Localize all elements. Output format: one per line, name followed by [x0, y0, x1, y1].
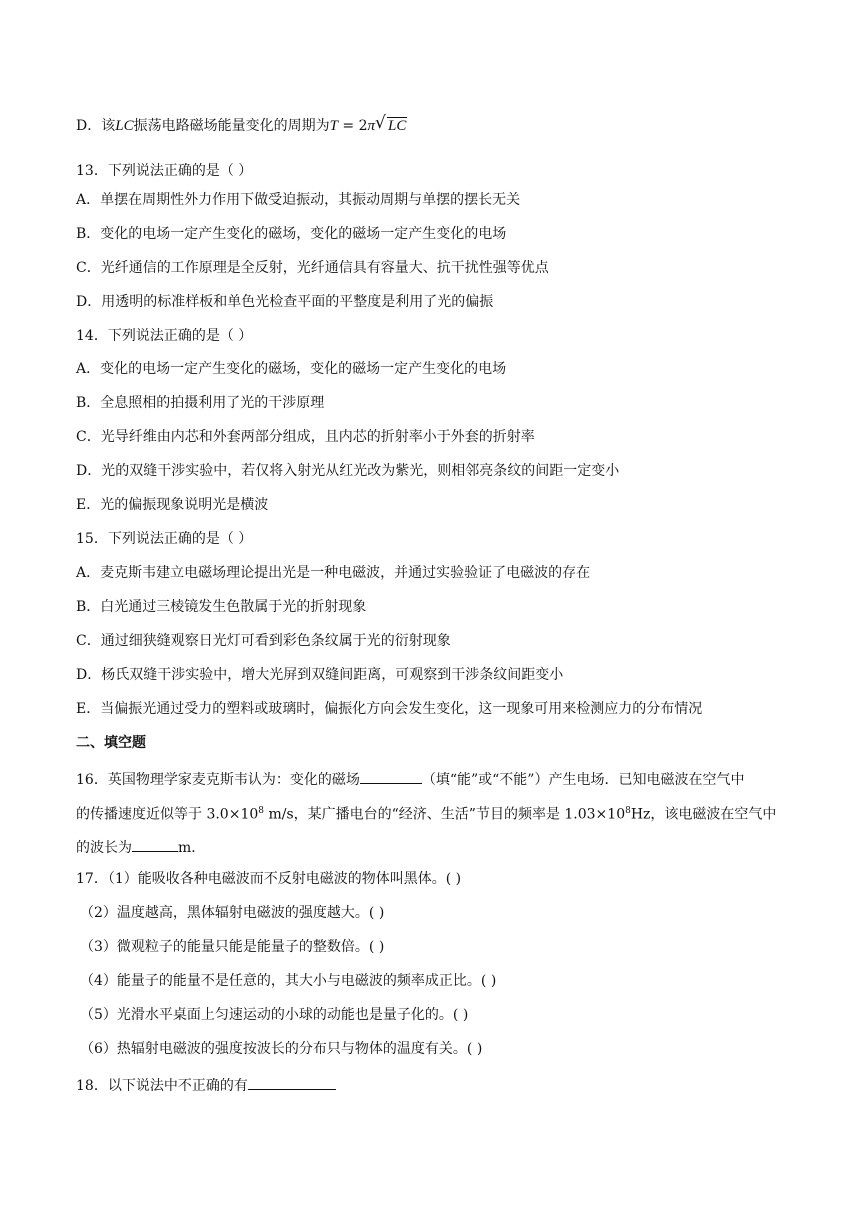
q17-item-3: （3）微观粒子的能量只能是能量子的整数倍。( )	[80, 939, 385, 955]
q13-stem: 13．下列说法正确的是（ ）	[76, 163, 253, 179]
q17-item-4: （4）能量子的能量不是任意的，其大小与电磁波的频率成正比。( )	[80, 973, 497, 989]
q13-option-a: A．单摆在周期性外力作用下做受迫振动，其振动周期与单摆的摆长无关	[76, 192, 521, 208]
q14-option-a: A．变化的电场一定产生变化的磁场，变化的磁场一定产生变化的电场	[76, 361, 507, 377]
formula-t: T	[329, 118, 338, 134]
sqrt-symbol: √ LC	[375, 113, 407, 134]
q15-option-a: A．麦克斯韦建立电磁场理论提出光是一种电磁波，并通过实验验证了电磁波的存在	[76, 565, 591, 581]
q14-option-e: E．光的偏振现象说明光是横波	[76, 497, 269, 513]
q15-option-b: B．白光通过三棱镜发生色散属于光的折射现象	[76, 599, 367, 615]
section-heading-fill-in: 二、填空题	[76, 735, 146, 751]
q13-option-c: C．光纤通信的工作原理是全反射，光纤通信具有容量大、抗干扰性强等优点	[76, 260, 549, 276]
q16-blank-1[interactable]	[360, 767, 422, 784]
q14-option-d: D．光的双缝干涉实验中，若仅将入射光从红光改为紫光，则相邻亮条纹的间距一定变小	[76, 463, 620, 479]
q18-blank[interactable]	[248, 1073, 336, 1090]
q17-item-5: （5）光滑水平桌面上匀速运动的小球的动能也是量子化的。( )	[80, 1007, 469, 1023]
q14-stem: 14．下列说法正确的是（ ）	[76, 328, 253, 344]
q15-option-c: C．通过细狭缝观察日光灯可看到彩色条纹属于光的衍射现象	[76, 633, 451, 649]
q14-option-c: C．光导纤维由内芯和外套两部分组成，且内芯的折射率小于外套的折射率	[76, 429, 535, 445]
q16-line-1: 16．英国物理学家麦克斯韦认为：变化的磁场 （填“能”或“不能”）产生电场．已知电磁波在空气中	[76, 767, 744, 790]
q18-stem: 18．以下说法中不正确的有	[76, 1073, 336, 1096]
q17-item-2: （2）温度越高，黑体辐射电磁波的强度越大。( )	[80, 905, 385, 921]
q15-option-d: D．杨氏双缝干涉实验中，增大光屏到双缝间距离，可观察到干涉条纹间距变小	[76, 667, 564, 683]
q14-option-b: B．全息照相的拍摄利用了光的干涉原理	[76, 395, 325, 411]
q16-blank-2[interactable]	[132, 835, 178, 852]
q15-stem: 15．下列说法正确的是（ ）	[76, 531, 253, 547]
q16-line-3: 的波长为 m．	[76, 835, 205, 858]
q15-option-e: E．当偏振光通过受力的塑料或玻璃时，偏振化方向会发生变化，这一现象可用来检测应力的分布情况	[76, 701, 703, 717]
q17-item-6: （6）热辐射电磁波的强度按波长的分布只与物体的温度有关。( )	[80, 1041, 483, 1057]
q16-line-2: 的传播速度近似等于 $3.0\times 10^8$ m/s，某广播电台的“经济、生活”节目的频率是 $1.03\times 10^8Hz$，该电磁波在空气中	[76, 806, 777, 823]
q13-option-d: D．用透明的标准样板和单色光检查平面的平整度是利用了光的偏振	[76, 294, 494, 310]
q13-option-b: B．变化的电场一定产生变化的磁场，变化的磁场一定产生变化的电场	[76, 226, 507, 242]
lc-symbol: LC	[115, 118, 134, 134]
q12-option-d: D．该LC振荡电路磁场能量变化的周期为T = 2π √ LC	[76, 113, 407, 134]
q17-item-1: 17．（1）能吸收各种电磁波而不反射电磁波的物体叫黑体。( )	[76, 871, 462, 887]
